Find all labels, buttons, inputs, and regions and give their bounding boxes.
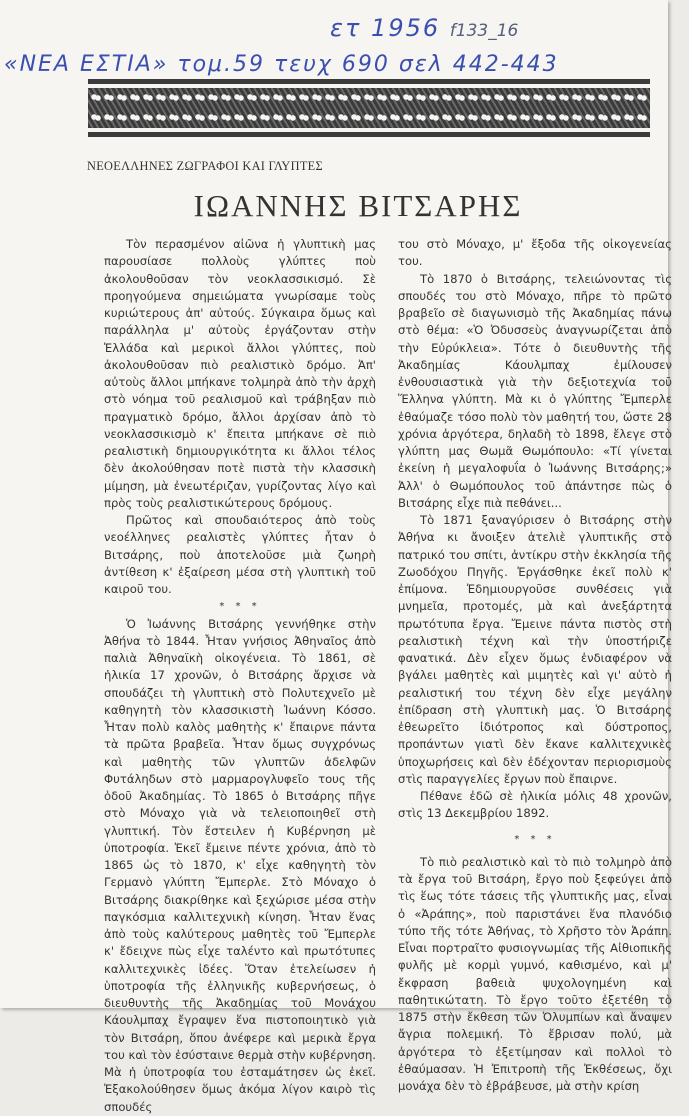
bottom-rule bbox=[88, 132, 650, 137]
left-column bbox=[104, 236, 376, 1116]
right-column-clip bbox=[398, 236, 672, 1093]
paragraph: Ὁ Ἰωάννης Βιτσάρης γεννήθηκε στὴν Ἀθήνα τὸ 1844. Ἦταν γνήσιος Ἀθηναῖος ἀπὸ παλιὰ Ἀθηναϊκὴ οἰκογένεια. Τὸ 1861, σὲ ἡλικία 17 χρονῶν, ὁ Βιτσάρης ἄρχισε νὰ σπουδάζει τὴ γλυπτικὴ στὸ Πολυτεχνεῖο μὲ καθηγητὴ τὸν κλασσικιστὴ Ἰωάννη Κόσσο. Ἦταν πολὺ καλὸς μαθητὴς κ' ἔπαιρνε πάντα τὰ πρῶτα βραβεῖα. Ἦταν ὅμως συγχρόνως καὶ μαθητὴς τῶν γλυπτῶν ἀδελφῶν Φυτάληδων στὸ μαρμαρογλυφεῖο τους τῆς ὁδοῦ Ἀκαδημίας. Τὸ 1865 ὁ Βιτσάρης πῆγε στὸ Μόναχο γιὰ νὰ τελειοποιηθεῖ στὴ γλυπτική. Τὸν ἔστειλεν ἡ Κυβέρνηση μὲ ὑποτροφία. Ἐκεῖ ἔμεινε πέντε χρόνια, ἀπὸ τὸ 1865 ὡς τὸ 1870, κ' εἶχε καθηγητὴ τὸν Γερμανὸ γλύπτη Ἔμπερλε. Στὸ Μόναχο ὁ Βιτσάρης διακρίθηκε καὶ ξεχώρισε μέσα στὴν παγκόσμια καλλιτεχνικὴ κίνηση. Ἦταν ἕνας ἀπὸ τοὺς καλύτερους μαθητὲς τοῦ Ἔμπερλε κ' ἔδειχνε πὼς εἶχε ταλέντο καὶ πρωτότυπες καλλιτεχνικὲς ἰδέες. Ὅταν ἐτελείωσεν ἡ ὑποτροφία τῆς ἑλληνικῆς κυβερνήσεως, ὁ διευθυντὴς τῆς Ἀκαδημίας τοῦ Μονάχου Κάουλμπαχ ἔγραψεν ἕνα πιστοποιητικὸ γιὰ τὸν Βιτσάρη, ὅπου ἀνέφερε καὶ μερικὰ ἔργα του καὶ τὸν ἐσύσταινε θερμὰ στὴν κυβέρνηση. Μὰ ἡ ὑποτροφία του ἐσταμάτησεν ὡς ἐκεῖ. Ἐξακολούθησεν ὅμως ἀκόμα λίγον καιρὸ τὶς σπουδές bbox=[104, 616, 376, 1114]
handwritten-reference: f133_16 bbox=[449, 21, 519, 41]
ornament-pattern bbox=[88, 88, 650, 128]
paragraph: Πρῶτος καὶ σπουδαιότερος ἀπὸ τοὺς νεοέλληνες ρεαλιστὲς γλύπτες ἦταν ὁ Βιτσάρης, ποὺ ἀποτελοῦσε μιὰ ζωηρὴ ἀντίθεση κ' ἐξαίρεση μέσα στὴ γλυπτικὴ τοῦ καιροῦ του. bbox=[104, 513, 376, 596]
article-title: ΙΩΑΝΝΗΣ ΒΙΤΣΑΡΗΣ bbox=[193, 188, 523, 223]
series-heading: ΝΕΟΕΛΛΗΝΕΣ ΖΩΓΡΑΦΟΙ ΚΑΙ ΓΛΥΠΤΕΣ bbox=[87, 158, 323, 173]
paragraph: Τὸ πιὸ ρεαλιστικὸ καὶ τὸ πιὸ τολμηρὸ ἀπὸ τὰ ἔργα τοῦ Βιτσάρη, ἔργο ποὺ ξεφεύγει ἀπὸ τὶς ἕως τότε τάσεις τῆς γλυπτικῆς μας, εἶναι ὁ «Ἀράπης», ποὺ παριστάνει ἕνα πλανόδιο τύπο τῆς τότε Ἀθήνας, τὸ Χρῆστο τὸν Ἀράπη. Εἶναι πορτραῖτο φυσιογνωμίας τῆς Αἰθιοπικῆς φυλῆς μὲ κορμὶ γυμνό, καθισμένο, καὶ μ' ἔκφραση βαθειὰ ψυχολογημένη καὶ παθητικώτατη. Τὸ ἔργο τοῦτο ἐξετέθη τὸ 1875 στὴν ἔκθεση τῶν Ὀλυμπίων καὶ ἄναψεν ἄγρια πολεμική. Τὸ ἔβρισαν πολύ, μὰ ἀργότερα τὸ ἐξετίμησαν καὶ πολλοὶ τὸ ἐθαύμασαν. Ἡ Ἐπιτροπὴ τῆς Ἐκθέσεως, ὄχι μονάχα δὲν τὸ ἐβράβευσε, μὰ στὴν κρίση bbox=[398, 854, 672, 1093]
paragraph: Πέθανε ἐδῶ σὲ ἡλικία μόλις 48 χρονῶν, στὶς 13 Δεκεμβρίου 1892. bbox=[398, 789, 672, 821]
paragraph: Τὸ 1871 ξαναγύρισεν ὁ Βιτσάρης στὴν Ἀθήνα κι ἄνοιξεν ἀτελιὲ γλυπτικῆς στὸ πατρικό του σπίτι, ἀντίκρυ στὴν ἐκκλησία τῆς Ζωοδόχου Πηγῆς. Ἐργάσθηκε ἐκεῖ πολὺ κ' ἐπίμονα. Ἐδημιουργοῦσε συνθέσεις γιὰ μνημεῖα, προτομές, μὰ καὶ ἀνεξάρτητα πρωτότυπα ἔργα. Ἔμεινε πάντα πιστὸς στὴ ρεαλιστικὴ τέχνη καὶ τὴν ὑποστήριζε φανατικά. Δὲν εἶχεν ὅμως ἐνδιαφέρον νὰ βγάλει μαθητὲς καὶ μιμητὲς καὶ γι' αὐτὸ ἡ ρεαλιστική του τέχνη δὲν εἶχε μεγάλην ἐπίδραση στὴ γλυπτικὴ μας. Ὁ Βιτσάρης ἐθεωρεῖτο ἰδιότροπος καὶ δύστροπος, προπάντων γιατὶ δὲν ἔκανε καλλιτεχνικὲς ὑποχωρήσεις καὶ δὲν ἐδέχονταν περιορισμοὺς στὶς παραγγελίες ἔργων ποὺ ἔπαιρνε. bbox=[398, 513, 672, 786]
section-separator: * * * bbox=[219, 601, 261, 613]
paragraph: Τὸ 1870 ὁ Βιτσάρης, τελειώνοντας τὶς σπουδές του στὸ Μόναχο, πῆρε τὸ πρῶτο βραβεῖο σὲ διαγωνισμὸ τῆς Ἀκαδημίας πάνω στὸ θέμα: «Ὁ Ὀδυσσεὺς ἀναγνωρίζεται ἀπὸ τὴν Εὐρύκλεια». Τότε ὁ διευθυντὴς τῆς Ἀκαδημίας Κάουλμπαχ ἐμίλουσεν ἐνθουσιαστικὰ γιὰ τὴν δεξιοτεχνία τοῦ Ἕλληνα γλύπτη. Μὰ κι ὁ γλύπτης Ἔμπερλε ἐθαύμαζε τόσο πολὺ τὸν μαθητή του, ὥστε 28 χρόνια ἀργότερα, δηλαδὴ τὸ 1898, ἔλεγε στὸ γλύπτη μας Θωμᾶ Θωμόπουλο: «Τί γίνεται ἐκείνη ἡ μεγαλοφυΐα ὁ Ἰωάννης Βιτσάρης;» Ἀλλ' ὁ Θωμόπουλος τοῦ ἀπάντησε πὼς ὁ Βιτσάρης εἶχε πιὰ πεθάνει... bbox=[398, 271, 672, 510]
handwritten-year: ετ 1956 bbox=[330, 14, 441, 42]
paragraph: Τὸν περασμένον αἰῶνα ἡ γλυπτικὴ μας παρουσίασε πολλοὺς γλύπτες ποὺ ἀκολουθοῦσαν τὸν νεοκλασσικισμό. Σὲ προηγούμενα σημειώματα γνωρίσαμε τοὺς κυριώτερους ἀπ' αὐτούς. Σύγκαιρα ὅμως καὶ παράλληλα μ' αὐτοὺς ἐργάζονταν στὴν Ἑλλάδα καὶ μερικοὶ ἄλλοι γλύπτες, ποὺ ἀκολουθοῦσαν πιὸ ρεαλιστικὸ δρόμο. Ἀπ' αὐτοὺς ἄλλοι μπήκανε τολμηρὰ ἀπὸ τὴν ἀρχὴ στὸ νόημα τοῦ ρεαλισμοῦ καὶ τράβηξαν πιὸ πραγματικὸ δρόμο, ἄλλοι ἀρχίσαν ἀπὸ τὸ νεοκλασσικισμὸ κ' ἔπειτα μπήκανε σὲ πιὸ ρεαλιστικὴ δημιουργικότητα κι ἄλλοι τέλος δὲν ἀκολούθησαν ποτὲ πιστὰ τὴν κλασσικὴ μίμηση, μὰ ἐνεωτέριζαν, γυρίζοντας λίγο καὶ πρὸς τοὺς ρεαλιστικώτερους δρόμους. bbox=[104, 237, 376, 510]
handwritten-source-note: «ΝΕΑ ΕΣΤΙΑ» τομ.59 τευχ 690 σελ 442-443 bbox=[4, 52, 559, 77]
top-rule bbox=[88, 79, 650, 84]
handwritten-date-note bbox=[330, 14, 518, 42]
paragraph-continuation: του στὸ Μόναχο, μ' ἔξοδα τῆς οἰκογενείας του. bbox=[398, 237, 672, 269]
right-column bbox=[398, 236, 672, 1095]
decorative-ornament-band bbox=[88, 79, 650, 137]
section-separator: * * * bbox=[514, 833, 556, 845]
